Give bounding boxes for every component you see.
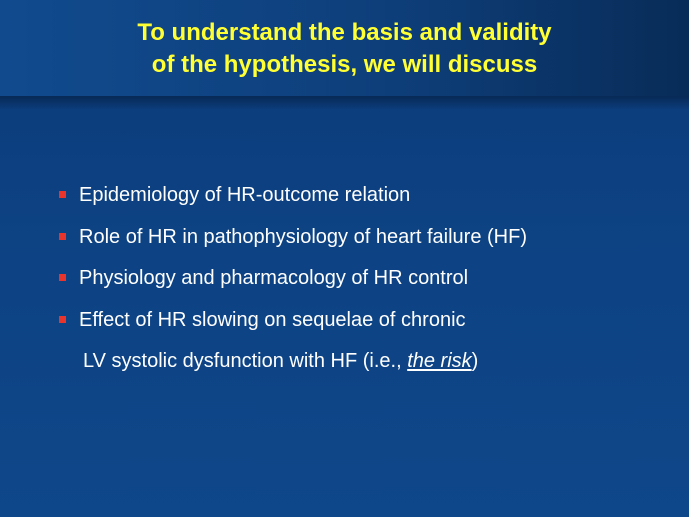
bullet-marker-icon	[59, 316, 66, 323]
bullet-item-physiology	[59, 264, 679, 294]
continuation-emphasis: the risk	[407, 350, 472, 372]
bullet-item-hr-slowing	[59, 306, 679, 336]
slide-title-line-1: To understand the basis and validity	[137, 19, 552, 46]
continuation-prefix: LV systolic dysfunction with HF (i.e.,	[83, 350, 408, 372]
bullet-item-epidemiology	[59, 181, 679, 211]
bullet-text: Physiology and pharmacology of HR control	[79, 267, 469, 289]
slide-title-line-2: of the hypothesis, we will discuss	[151, 51, 538, 78]
bullet-item-pathophysiology	[59, 223, 679, 253]
bullet-text: Epidemiology of HR-outcome relation	[79, 184, 411, 206]
bullet-text: Effect of HR slowing on sequelae of chronic	[79, 309, 466, 331]
bullet-continuation-line	[83, 347, 478, 375]
bullet-text: Role of HR in pathophysiology of heart failure (HF)	[79, 226, 527, 248]
bullet-marker-icon	[59, 191, 66, 198]
continuation-suffix: )	[471, 350, 479, 372]
bullet-marker-icon	[59, 274, 66, 281]
bullet-marker-icon	[59, 233, 66, 240]
